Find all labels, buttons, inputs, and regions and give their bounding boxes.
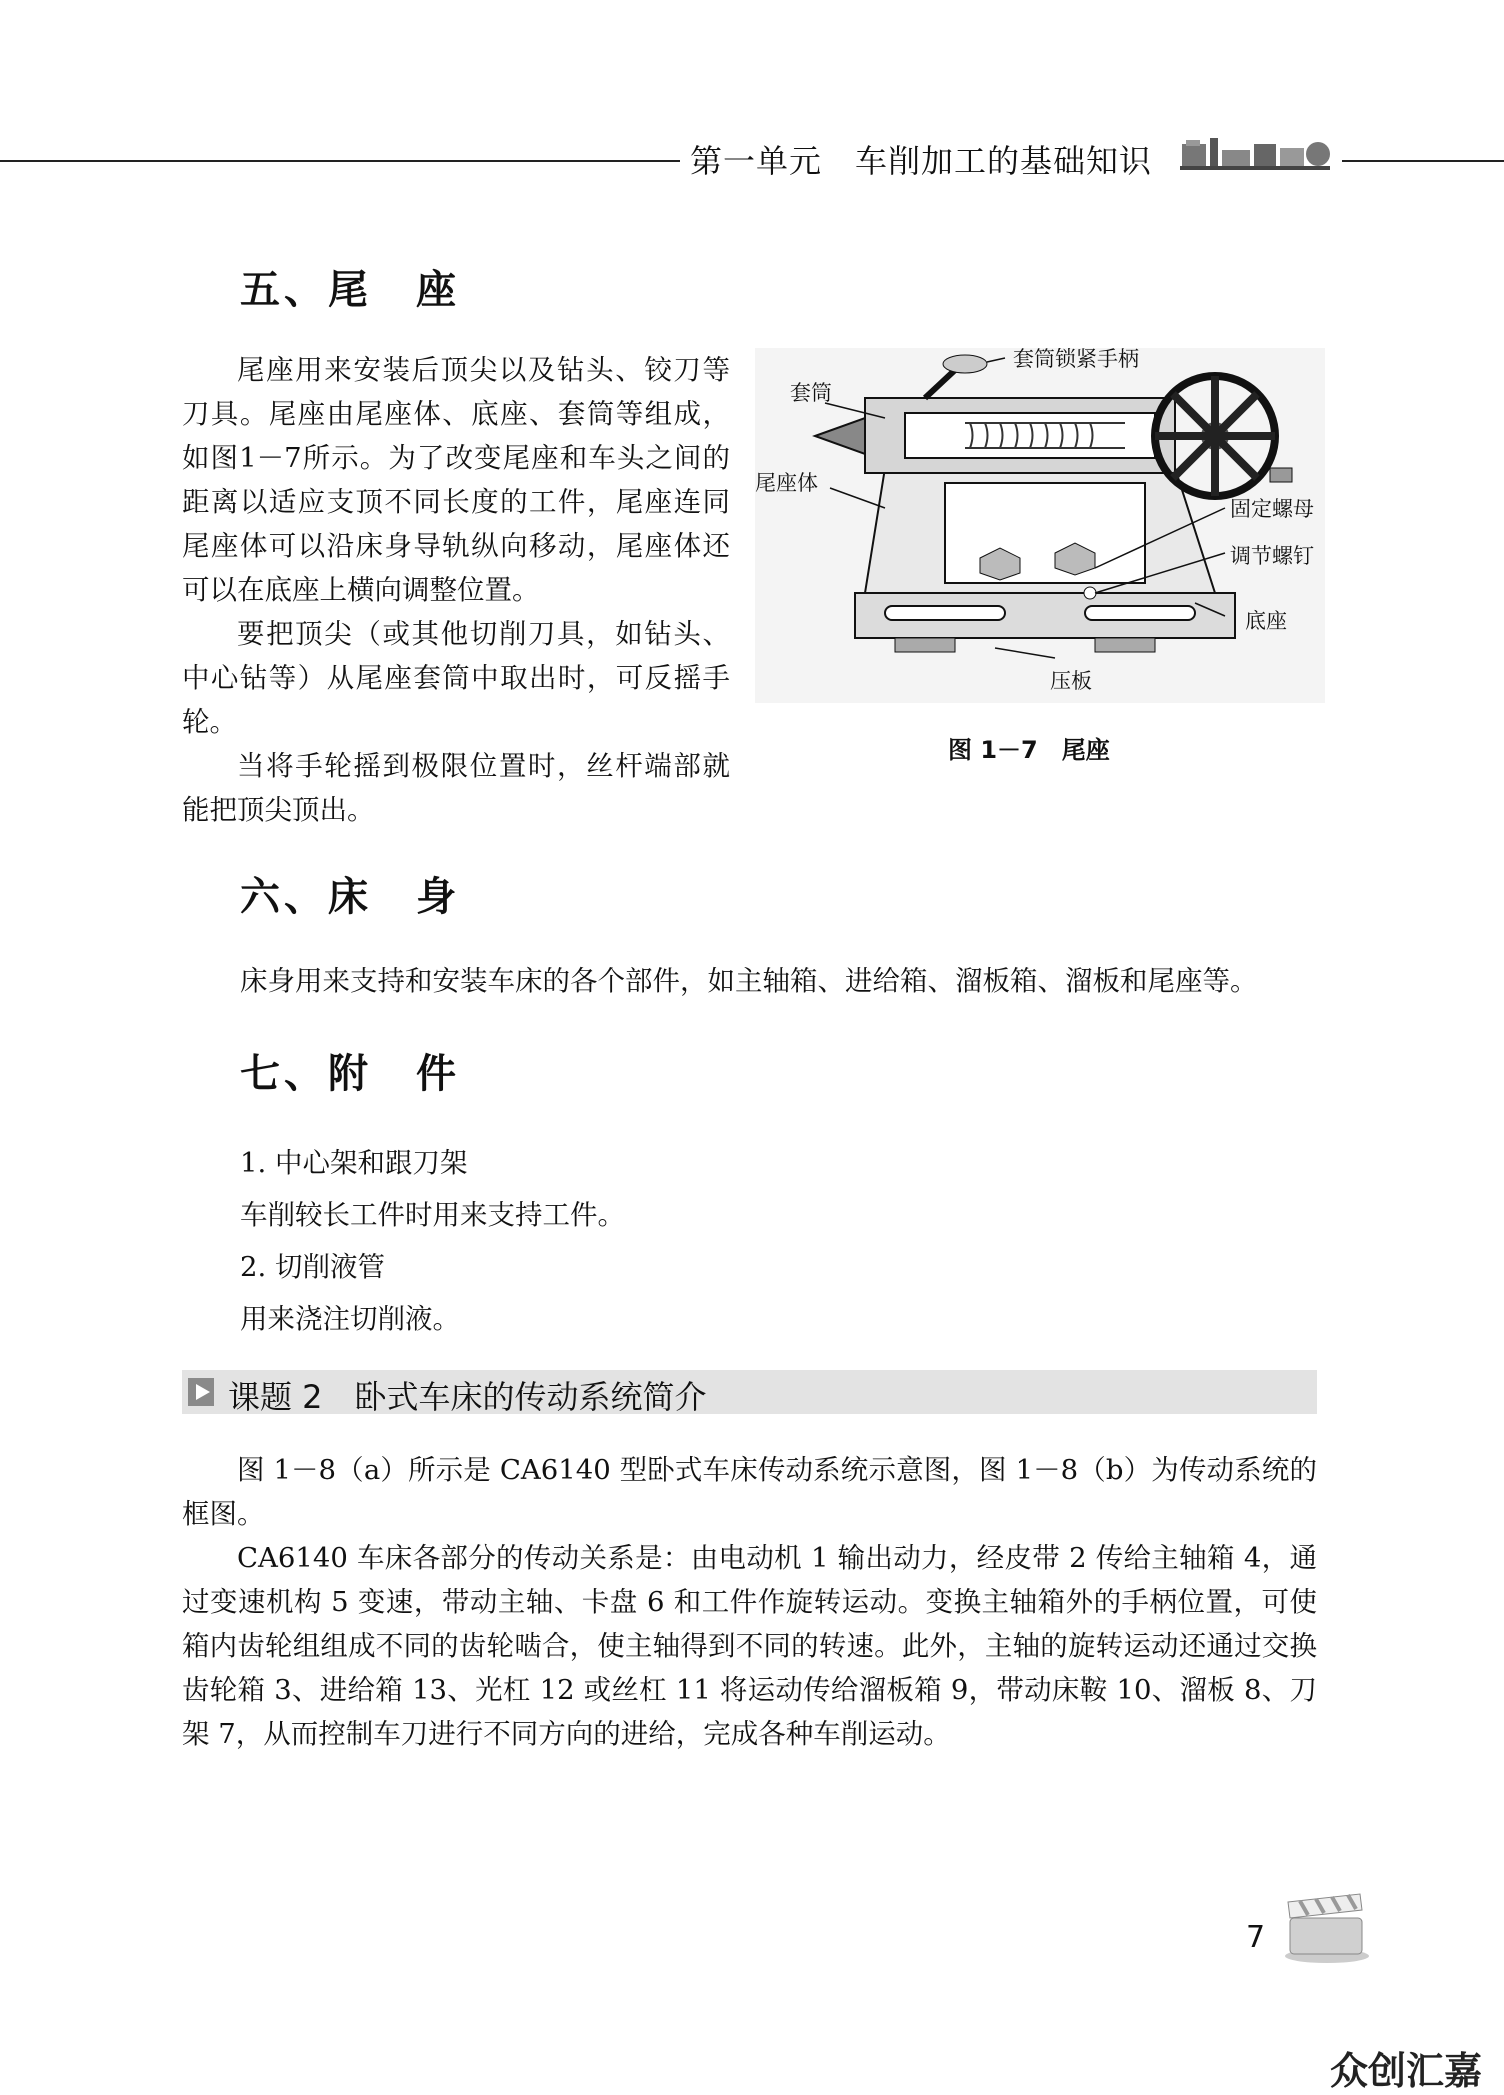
topic-title: 课题 2 卧式车床的传动系统简介 (228, 1378, 707, 1416)
paragraph: 尾座用来安装后顶尖以及钻头、铰刀等刀具。尾座由尾座体、底座、套筒等组成，如图1－7所示。为了改变尾座和车头之间的距离以适应支顶不同长度的工件，尾座连同尾座体可以沿床身导轨纵向移动，尾座体还可以在底座上横向调整位置。 (182, 354, 730, 606)
watermark: 众创汇嘉 (1330, 2049, 1483, 2093)
tailstock-figure (755, 348, 1325, 703)
paragraph: 当将手轮摇到极限位置时，丝杆端部就能把顶尖顶出。 (182, 750, 730, 826)
clapperboard-icon (1282, 1892, 1372, 1964)
item-desc: 用来浇注切削液。 (240, 1303, 460, 1335)
paragraph: 要把顶尖（或其他切削刀具，如钻头、中心钻等）从尾座套筒中取出时，可反摇手轮。 (182, 618, 730, 738)
section-5-text (182, 348, 730, 832)
section-5-heading: 五、尾 座 (240, 267, 460, 313)
label-screw: 调节螺钉 (1230, 544, 1314, 568)
chapter-title: 第一单元 车削加工的基础知识 (690, 142, 1153, 180)
topic-banner (182, 1370, 1317, 1414)
header-rule-right (1342, 160, 1504, 162)
page-number: 7 (1246, 1920, 1266, 1955)
label-plate: 压板 (1050, 669, 1092, 693)
item-title: 1. 中心架和跟刀架 (240, 1147, 468, 1179)
label-base: 底座 (1245, 609, 1287, 633)
paragraph: CA6140 车床各部分的传动关系是：由电动机 1 输出动力，经皮带 2 传给主轴箱 4，通过变速机构 5 变速，带动主轴、卡盘 6 和工件作旋转运动。变换主轴箱外的手柄位置，可使箱内齿轮组组成不同的齿轮啮合，使主轴得到不同的转速。此外，主轴的旋转运动还通过交换齿轮箱 3、进给箱 13、光杠 12 或丝杠 11 将运动传给溜板箱 9，带动床鞍 10、溜板 8、刀架 7，从而控制车刀进行不同方向的进给，完成各种车削运动。 (182, 1542, 1317, 1750)
label-handle: 套筒锁紧手柄 (1013, 348, 1139, 371)
figure-caption: 图 1－7 尾座 (948, 736, 1110, 764)
paragraph: 图 1－8（a）所示是 CA6140 型卧式车床传动系统示意图，图 1－8（b）为传动系统的框图。 (182, 1454, 1317, 1530)
play-triangle-icon (188, 1378, 214, 1406)
item-desc: 车削较长工件时用来支持工件。 (240, 1199, 625, 1231)
topic-text (182, 1448, 1317, 1756)
section-6-heading: 六、床 身 (240, 874, 460, 920)
header-rule-left (0, 160, 680, 162)
section-7-heading: 七、附 件 (240, 1051, 460, 1097)
section-6-text: 床身用来支持和安装车床的各个部件，如主轴箱、进给箱、溜板箱、溜板和尾座等。 (240, 965, 1258, 997)
label-nut: 固定螺母 (1230, 497, 1314, 521)
label-body: 尾座体 (755, 471, 818, 495)
label-sleeve: 套筒 (790, 381, 832, 405)
item-title: 2. 切削液管 (240, 1251, 385, 1283)
lathe-decoration-icon (1180, 130, 1340, 180)
